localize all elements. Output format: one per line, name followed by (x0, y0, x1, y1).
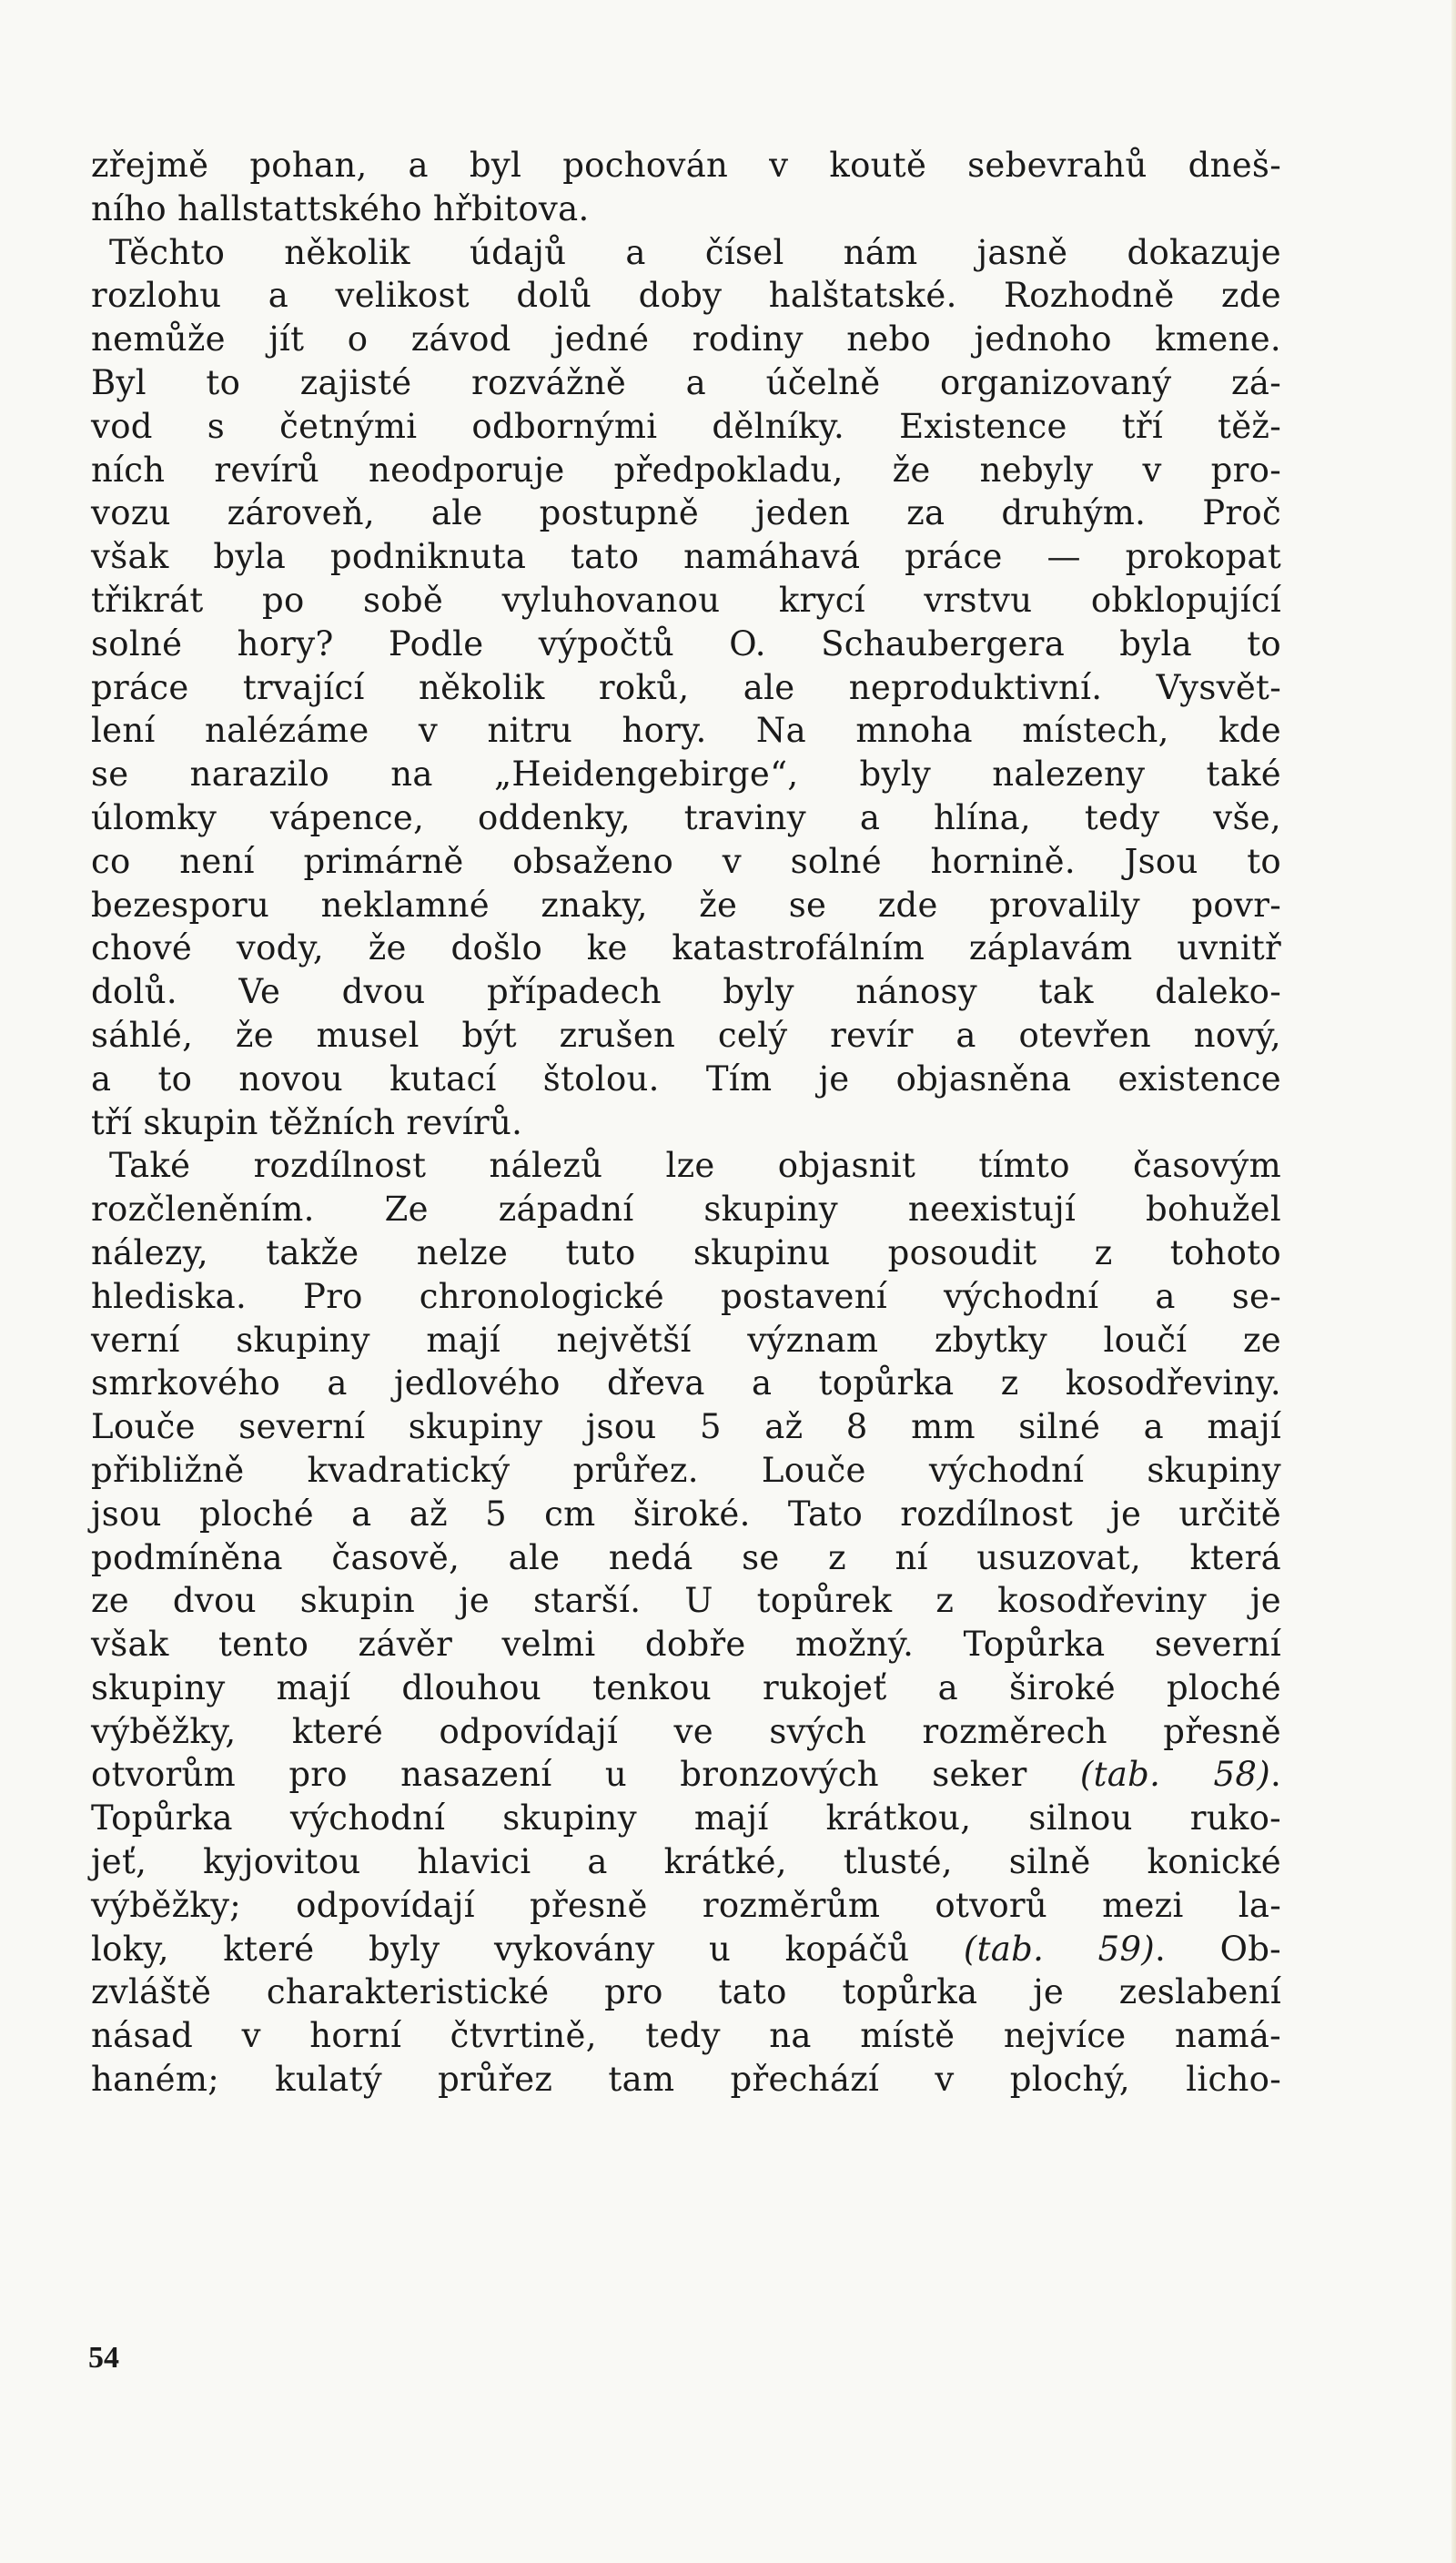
text-segment: smrkového a jedlového dřeva a topůrka z kosodřeviny. (91, 1363, 1281, 1403)
text-segment: práce trvající několik roků, ale neproduktivní. Vysvět- (91, 667, 1281, 707)
text-segment: skupiny mají dlouhou tenkou rukojeť a široké ploché (91, 1667, 1281, 1707)
text-line-content (91, 1101, 1281, 1145)
text-line-content (91, 884, 1281, 927)
text-line-content (91, 2014, 1281, 2058)
text-line (91, 970, 1281, 1014)
text-line-content (91, 1710, 1281, 1754)
text-line (91, 1188, 1281, 1231)
text-line (91, 1493, 1281, 1536)
text-segment: co není primárně obsaženo v solné hornině. Jsou to (91, 841, 1281, 881)
text-line-content (91, 405, 1281, 449)
text-line (91, 1710, 1281, 1754)
text-segment: nálezy, takže nelze tuto skupinu posoudit z tohoto (91, 1232, 1281, 1272)
text-line (91, 1275, 1281, 1319)
text-segment: Těchto několik údajů a čísel nám jasně dokazuje (109, 232, 1281, 272)
text-segment: Také rozdílnost nálezů lze objasnit tímto časovým (109, 1146, 1281, 1186)
text-segment: vod s četnými odbornými dělníky. Existence tří těž- (91, 406, 1281, 446)
text-line-content (91, 753, 1281, 796)
text-line-content (91, 1275, 1281, 1319)
text-segment: rozlohu a velikost dolů doby halštatské. Rozhodně zde (91, 276, 1281, 316)
text-line (91, 1797, 1281, 1840)
text-segment: ního hallstattského hřbitova. (91, 188, 590, 228)
text-line-content (91, 1623, 1281, 1666)
table-reference: (tab. 58) (1079, 1755, 1270, 1795)
page-number: 54 (88, 2341, 119, 2375)
text-segment: úlomky vápence, oddenky, traviny a hlína, tedy vše, (91, 797, 1281, 837)
page-edge (1451, 0, 1456, 2563)
text-line (91, 1144, 1281, 1188)
text-line (91, 1014, 1281, 1058)
text-line (91, 2014, 1281, 2058)
text-segment: však tento závěr velmi dobře možný. Topůrka severní (91, 1625, 1281, 1665)
text-segment: loky, které byly vykovány u kopáčů (91, 1929, 964, 1969)
text-line (91, 144, 1281, 187)
text-line (91, 1970, 1281, 2014)
text-segment: tří skupin těžních revírů. (91, 1102, 523, 1142)
text-line-content (91, 144, 1281, 187)
text-line-content (91, 796, 1281, 840)
text-line (91, 709, 1281, 753)
text-line-content (91, 1579, 1281, 1623)
text-segment: nemůže jít o závod jedné rodiny nebo jednoho kmene. (91, 319, 1281, 360)
text-segment: ze dvou skupin je starší. U topůrek z kosodřeviny je (91, 1581, 1281, 1621)
text-line-content (91, 535, 1281, 579)
text-segment: násad v horní čtvrtině, tedy na místě nejvíce namá- (91, 2016, 1281, 2056)
text-line (91, 666, 1281, 710)
text-line (91, 796, 1281, 840)
text-line-content (91, 709, 1281, 753)
text-segment: lení nalézáme v nitru hory. Na mnoha místech, kde (91, 711, 1281, 751)
text-line-content (109, 231, 1281, 275)
text-segment: verní skupiny mají největší význam zbytky loučí ze (91, 1320, 1281, 1360)
text-segment: zvláště charakteristické pro tato topůrka je zeslabení (91, 1972, 1281, 2012)
text-line-content (91, 187, 1281, 231)
text-line (91, 1231, 1281, 1275)
text-line-content (91, 1797, 1281, 1840)
text-line (91, 840, 1281, 884)
text-line-content (91, 2058, 1281, 2102)
text-segment: a to novou kutací štolou. Tím je objasněna existence (91, 1059, 1281, 1099)
text-line (91, 535, 1281, 579)
text-line-content (91, 1970, 1281, 2014)
text-segment: solné hory? Podle výpočtů O. Schaubergera byla to (91, 623, 1281, 664)
text-segment: Louče severní skupiny jsou 5 až 8 mm silné a mají (91, 1407, 1281, 1447)
text-segment: zřejmě pohan, a byl pochován v koutě sebevrahů dneš- (91, 146, 1281, 185)
text-line-content (91, 1231, 1281, 1275)
text-segment: však byla podniknuta tato namáhavá práce — prokopat (91, 537, 1281, 577)
text-segment: haném; kulatý průřez tam přechází v plochý, licho- (91, 2060, 1281, 2100)
text-line-content (91, 361, 1281, 405)
text-line-content (91, 1928, 1281, 1971)
text-line (91, 884, 1281, 927)
text-line (91, 1623, 1281, 1666)
text-line-content (91, 666, 1281, 710)
text-line-content (91, 1188, 1281, 1231)
text-segment: dolů. Ve dvou případech byly nánosy tak daleko- (91, 972, 1281, 1012)
text-line-content (91, 1884, 1281, 1928)
text-line-content (91, 1362, 1281, 1405)
text-line-content (91, 1319, 1281, 1363)
text-line (91, 2058, 1281, 2102)
text-line (91, 231, 1281, 275)
text-line (91, 1579, 1281, 1623)
text-line (91, 1362, 1281, 1405)
text-line (91, 187, 1281, 231)
text-segment: otvorům pro nasazení u bronzových seker (91, 1755, 1080, 1795)
text-line-content (91, 491, 1281, 535)
text-line-content (91, 1014, 1281, 1058)
text-segment: výběžky; odpovídají přesně rozměrům otvorů mezi la- (91, 1885, 1281, 1925)
text-segment: Topůrka východní skupiny mají krátkou, silnou ruko- (91, 1798, 1281, 1839)
text-line (91, 1928, 1281, 1971)
text-line (91, 405, 1281, 449)
text-segment: rozčleněním. Ze západní skupiny neexistují bohužel (91, 1190, 1281, 1230)
table-reference: (tab. 59) (963, 1929, 1156, 1969)
text-segment: jeť, kyjovitou hlavici a krátké, tlusté, silně konické (91, 1842, 1281, 1882)
text-line (91, 1101, 1281, 1145)
text-line-content (91, 1536, 1281, 1580)
text-segment: jsou ploché a až 5 cm široké. Tato rozdílnost je určitě (91, 1494, 1281, 1534)
text-segment: třikrát po sobě vyluhovanou krycí vrstvu obklopující (91, 580, 1281, 620)
text-line (91, 274, 1281, 318)
text-segment: Byl to zajisté rozvážně a účelně organizovaný zá- (91, 362, 1281, 402)
text-line (91, 318, 1281, 361)
text-segment: . (1269, 1755, 1281, 1795)
text-line-content (91, 623, 1281, 666)
body-text (91, 144, 1281, 2102)
text-line (91, 1666, 1281, 1710)
text-segment: hlediska. Pro chronologické postavení východní a se- (91, 1276, 1281, 1316)
text-segment: chové vody, že došlo ke katastrofálním záplavám uvnitř (91, 928, 1281, 968)
text-line-content (91, 1753, 1281, 1797)
text-line (91, 1884, 1281, 1928)
text-segment: přibližně kvadratický průřez. Louče východní skupiny (91, 1450, 1281, 1490)
text-line (91, 1058, 1281, 1101)
text-segment: podmíněna časově, ale nedá se z ní usuzovat, která (91, 1537, 1281, 1577)
text-line (91, 1536, 1281, 1580)
text-line (91, 491, 1281, 535)
text-line-content (91, 274, 1281, 318)
text-line (91, 927, 1281, 970)
text-line (91, 579, 1281, 623)
text-line (91, 1753, 1281, 1797)
text-segment: se narazilo na „Heidengebirge“, byly nalezeny také (91, 755, 1281, 795)
text-segment: sáhlé, že musel být zrušen celý revír a otevřen nový, (91, 1015, 1281, 1055)
text-line-content (109, 1144, 1281, 1188)
text-line-content (91, 840, 1281, 884)
text-line (91, 623, 1281, 666)
text-line-content (91, 449, 1281, 492)
text-line-content (91, 1840, 1281, 1884)
text-line-content (91, 1666, 1281, 1710)
text-line (91, 753, 1281, 796)
text-line (91, 361, 1281, 405)
text-line (91, 449, 1281, 492)
text-line (91, 1319, 1281, 1363)
text-segment: ních revírů neodporuje předpokladu, že nebyly v pro- (91, 450, 1281, 490)
text-segment: bezesporu neklamné znaky, že se zde provalily povr- (91, 885, 1281, 925)
text-line (91, 1840, 1281, 1884)
text-line-content (91, 1493, 1281, 1536)
text-line-content (91, 970, 1281, 1014)
text-line-content (91, 927, 1281, 970)
text-segment: výběžky, které odpovídají ve svých rozměrech přesně (91, 1711, 1281, 1751)
text-segment: vozu zároveň, ale postupně jeden za druhým. Proč (91, 493, 1281, 533)
text-line-content (91, 318, 1281, 361)
text-line-content (91, 1058, 1281, 1101)
text-line-content (91, 1405, 1281, 1449)
text-segment: . Ob- (1155, 1929, 1281, 1969)
text-line (91, 1449, 1281, 1493)
text-line-content (91, 1449, 1281, 1493)
text-line-content (91, 579, 1281, 623)
text-line (91, 1405, 1281, 1449)
